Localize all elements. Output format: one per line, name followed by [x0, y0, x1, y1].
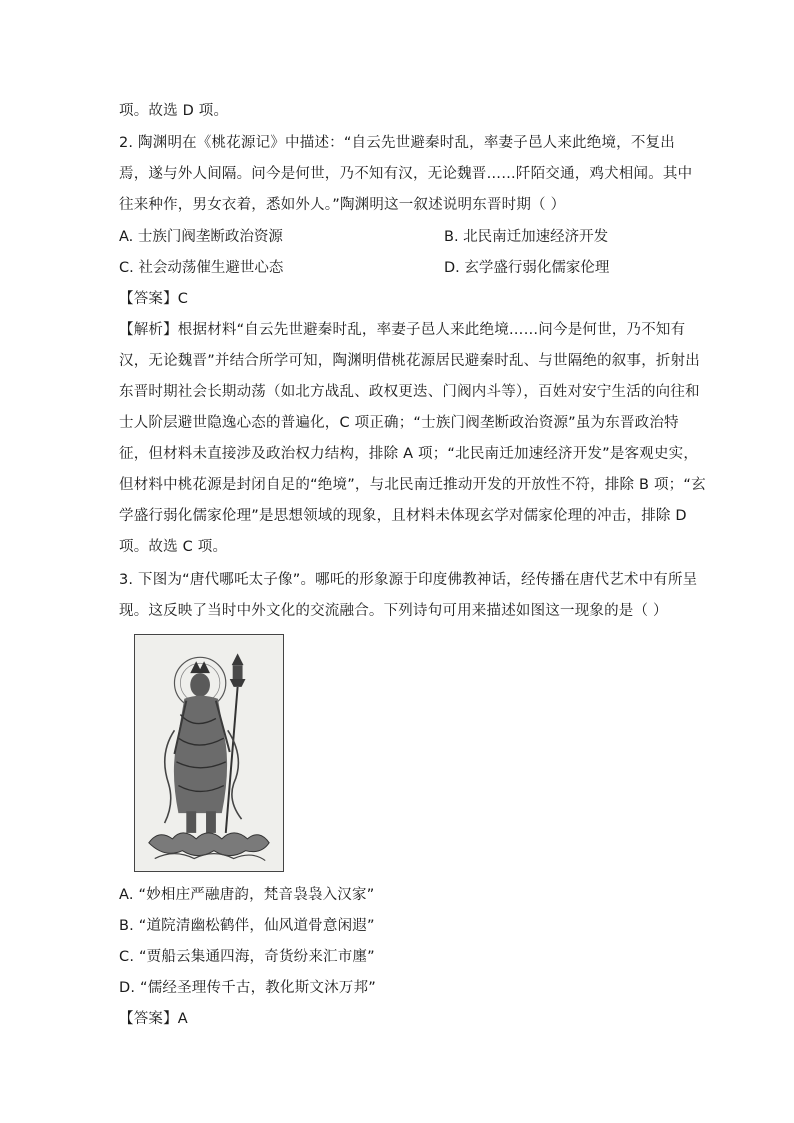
q3-option-b: B. “道院清幽松鹤伴，仙风道骨意闲遐” — [119, 918, 375, 934]
q2-option-c: C. 社会动荡催生避世心态 — [119, 260, 284, 276]
q2-analysis-line-2: 汉，无论魏晋”并结合所学可知，陶渊明借桃花源居民避秦时乱、与世隔绝的叙事，折射出 — [119, 353, 701, 369]
previous-question-tail: 项。故选 D 项。 — [119, 103, 229, 119]
q2-analysis-line-8: 项。故选 C 项。 — [119, 539, 228, 555]
q3-option-d: D. “儒经圣理传千古，教化斯文沐万邦” — [119, 980, 376, 996]
q3-stem-line-1: 3. 下图为“唐代哪吒太子像”。哪吒的形象源于印度佛教神话，经传播在唐代艺术中有所呈 — [119, 572, 698, 588]
q2-answer: 【答案】C — [119, 291, 189, 307]
q2-analysis-line-5: 征，但材料未直接涉及政治权力结构，排除 A 项；“北民南迁加速经济开发”是客观史实， — [119, 446, 699, 462]
nezha-prince-image — [134, 634, 284, 872]
q2-option-a: A. 士族门阀垄断政治资源 — [119, 229, 283, 245]
q2-stem-line-2: 焉，遂与外人间隔。问今是何世，乃不知有汉，无论魏晋……阡陌交通，鸡犬相闻。其中 — [119, 166, 693, 182]
q3-answer: 【答案】A — [119, 1011, 188, 1027]
q2-analysis-line-1: 【解析】根据材料“自云先世避秦时乱，率妻子邑人来此绝境……问今是何世，乃不知有 — [119, 322, 686, 338]
q3-option-c: C. “贾船云集通四海，奇货纷来汇市廛” — [119, 949, 375, 965]
q3-option-a: A. “妙相庄严融唐韵，梵音袅袅入汉家” — [119, 887, 375, 903]
q2-option-b: B. 北民南迁加速经济开发 — [444, 229, 609, 245]
q2-analysis-line-7: 学盛行弱化儒家伦理”是思想领域的现象，且材料未体现玄学对儒家伦理的冲击，排除 D — [119, 508, 687, 524]
q3-stem-line-2: 现。这反映了当时中外文化的交流融合。下列诗句可用来描述如图这一现象的是（ ） — [119, 603, 668, 619]
q2-option-d: D. 玄学盛行弱化儒家伦理 — [444, 260, 610, 276]
q2-stem-line-1: 2. 陶渊明在《桃花源记》中描述：“自云先世避秦时乱，率妻子邑人来此绝境，不复出 — [119, 135, 675, 151]
q2-analysis-line-4: 士人阶层避世隐逸心态的普遍化，C 项正确；“士族门阀垄断政治资源”虽为东晋政治特 — [119, 415, 679, 431]
q2-stem-line-3: 往来种作，男女衣着，悉如外人。”陶渊明这一叙述说明东晋时期（ ） — [119, 197, 566, 213]
q2-analysis-line-3: 东晋时期社会长期动荡（如北方战乱、政权更迭、门阀内斗等），百姓对安宁生活的向往和 — [119, 384, 700, 400]
q2-analysis-line-6: 但材料中桃花源是封闭自足的“绝境”，与北民南迁推动开发的开放性不符，排除 B 项；“玄 — [119, 477, 706, 493]
